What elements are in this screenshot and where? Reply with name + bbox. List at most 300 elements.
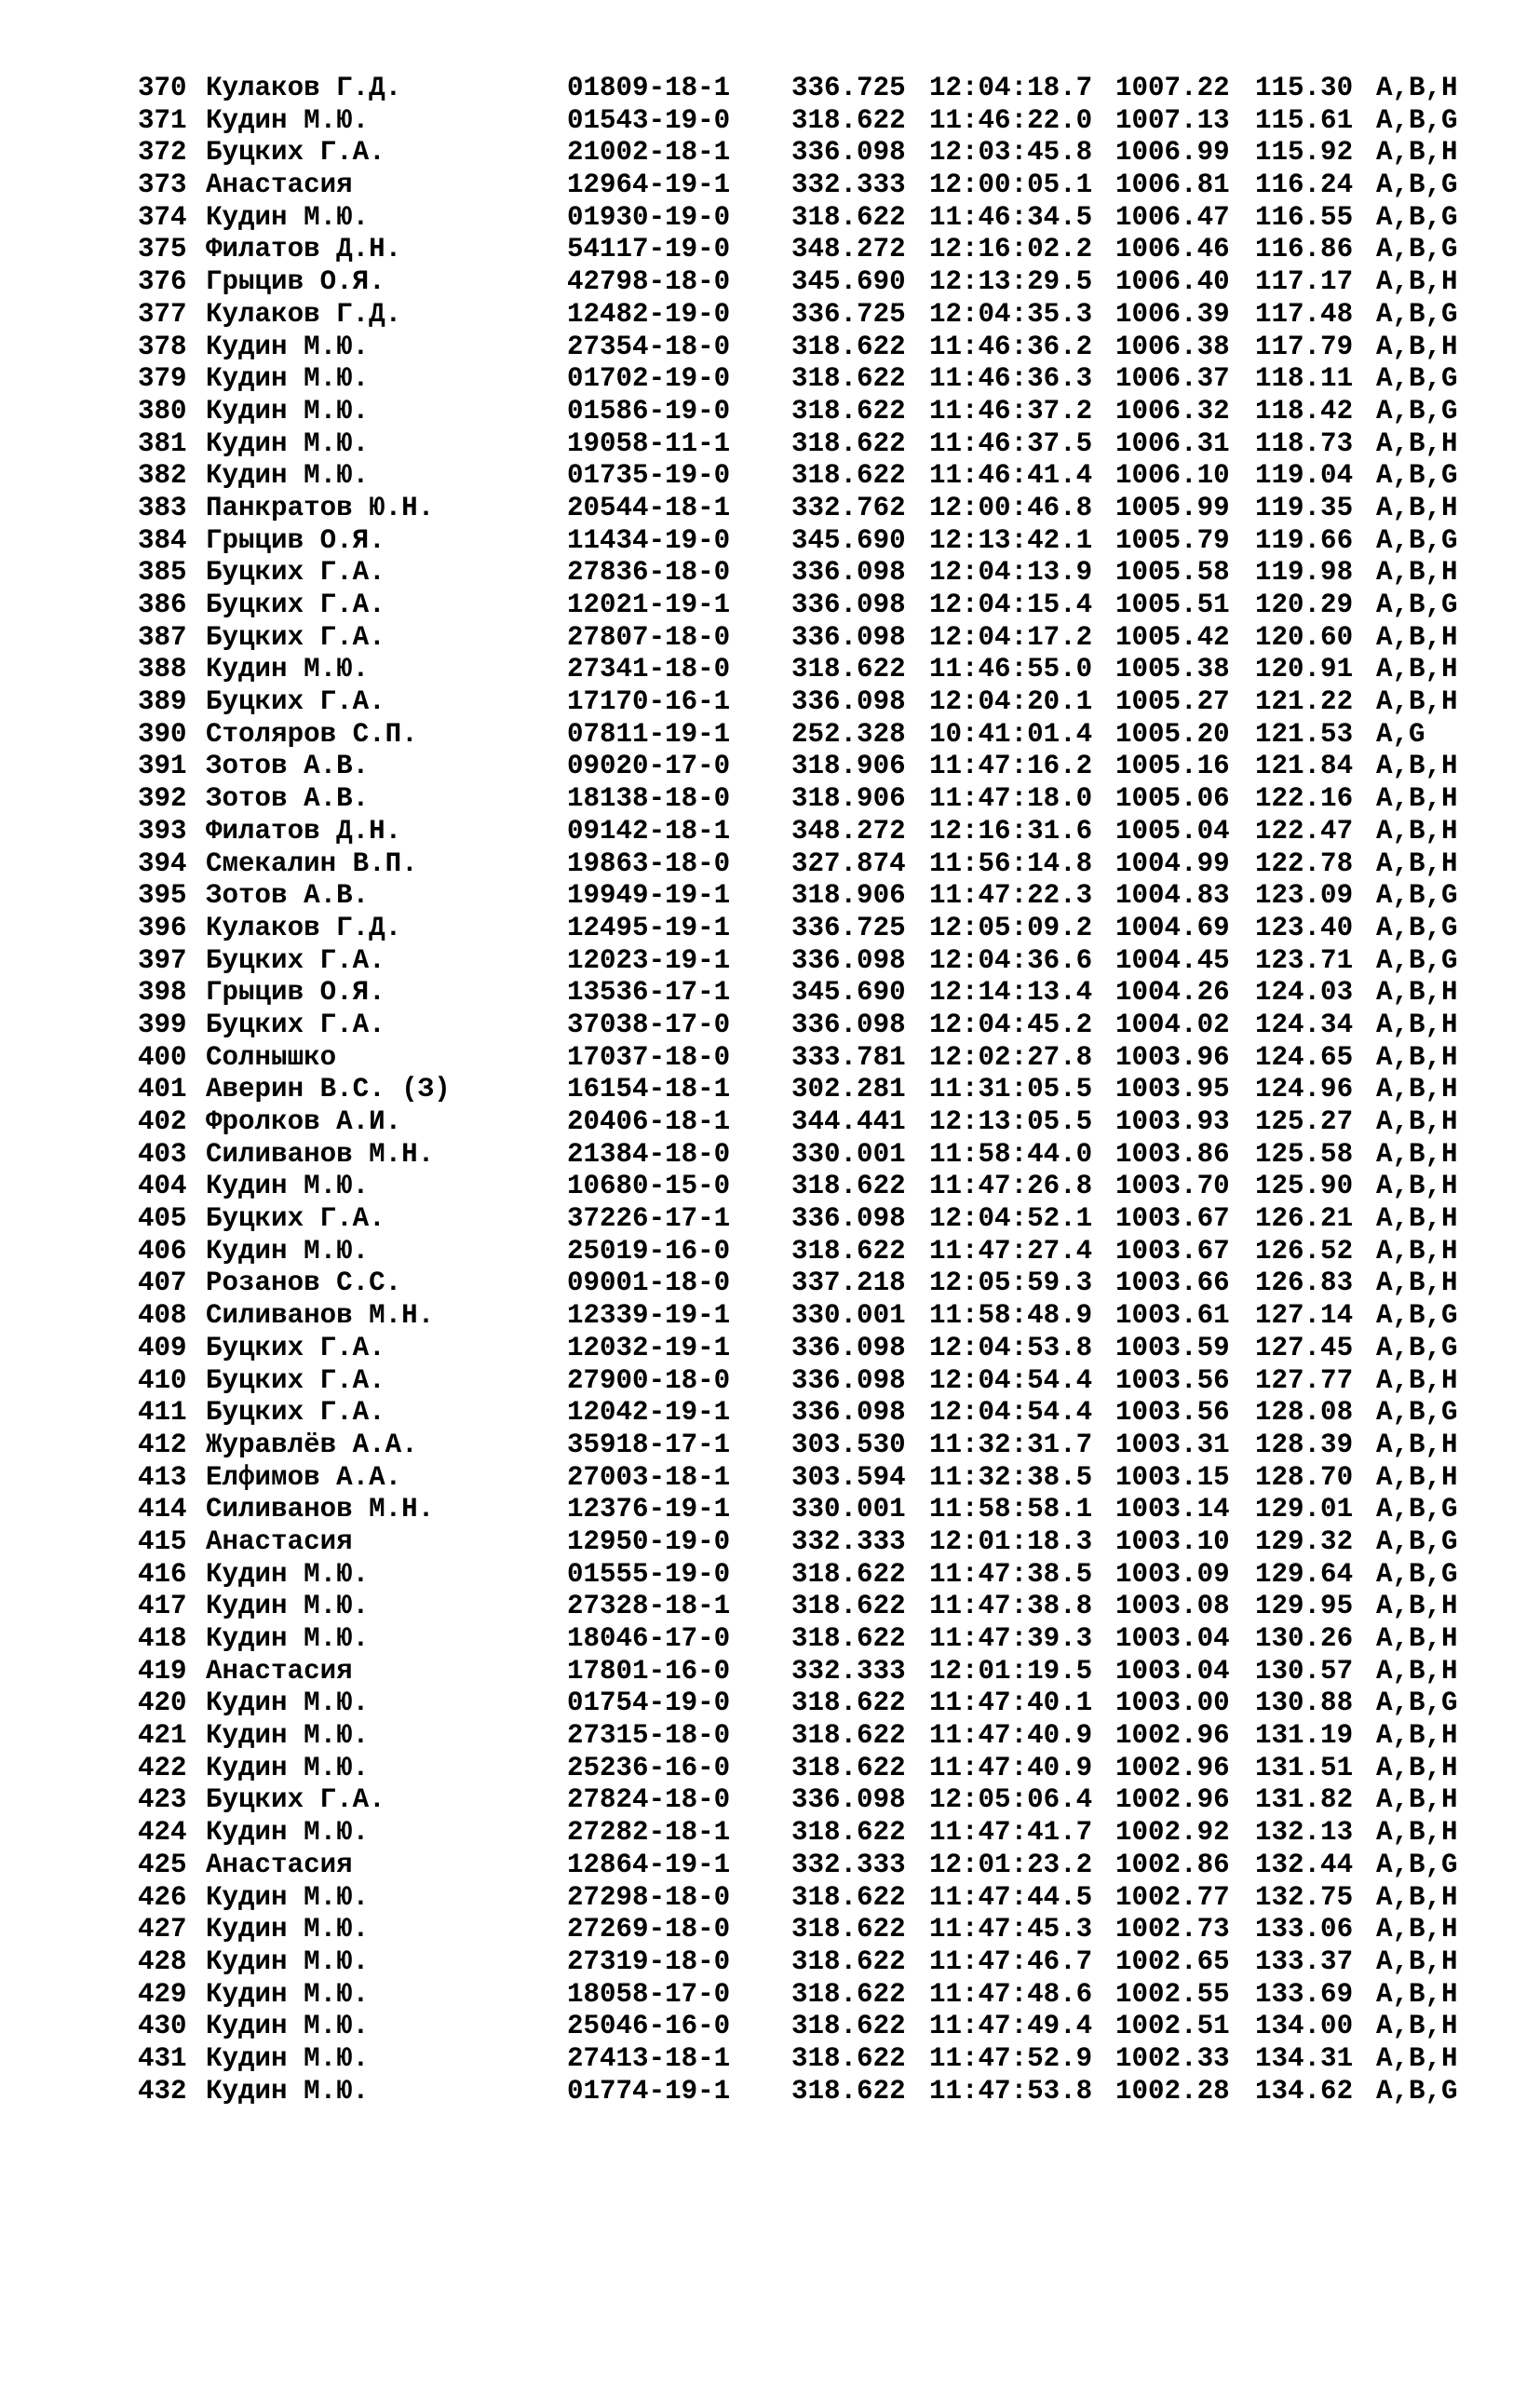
fancier-name: Буцких Г.А. (206, 1203, 385, 1235)
fancier-name: Кулаков Г.Д. (206, 73, 402, 103)
fancier-name: Силиванов М.Н. (206, 1138, 435, 1170)
speed: 1003.10 (1115, 1525, 1230, 1557)
points: 120.60 (1255, 621, 1354, 653)
categories: A,B,H (1376, 1138, 1458, 1170)
distance: 318.622 (791, 104, 906, 136)
categories: A,B,H (1376, 427, 1458, 459)
arrival-time: 11:58:48.9 (929, 1300, 1093, 1332)
categories: A,B,H (1376, 137, 1458, 169)
result-row (138, 590, 1458, 622)
categories: A,B,G (1376, 169, 1458, 201)
arrival-time: 12:04:17.2 (929, 621, 1093, 653)
points: 119.35 (1255, 492, 1354, 523)
speed: 1007.13 (1115, 104, 1230, 136)
fancier-name: Солнышко (206, 1041, 337, 1073)
speed: 1004.69 (1115, 912, 1230, 943)
rank: 398 (138, 977, 187, 1009)
speed: 1003.08 (1115, 1591, 1230, 1622)
points: 119.98 (1255, 557, 1354, 589)
points: 118.11 (1255, 363, 1354, 395)
fancier-name: Буцких Г.А. (206, 590, 385, 620)
ring-number: 18046-17-0 (567, 1623, 731, 1654)
points: 121.22 (1255, 686, 1354, 718)
categories: A,B,H (1376, 1171, 1458, 1202)
categories: A,B,H (1376, 815, 1458, 847)
categories: A,B,H (1376, 1041, 1458, 1073)
result-row (138, 686, 1458, 719)
rank: 376 (138, 266, 187, 298)
rank: 377 (138, 298, 187, 330)
rank: 390 (138, 718, 187, 750)
ring-number: 27836-18-0 (567, 557, 731, 589)
speed: 1002.86 (1115, 1849, 1230, 1880)
fancier-name: Буцких Г.А. (206, 686, 385, 718)
ring-number: 27298-18-0 (567, 1881, 731, 1913)
speed: 1006.99 (1115, 137, 1230, 169)
result-row (138, 1009, 1458, 1042)
categories: A,B,H (1376, 331, 1458, 362)
ring-number: 12964-19-1 (567, 169, 731, 201)
fancier-name: Зотов А.В. (206, 751, 370, 782)
ring-number: 18138-18-0 (567, 783, 731, 815)
ring-number: 17170-16-1 (567, 686, 731, 718)
result-row (138, 1623, 1458, 1656)
distance: 318.622 (791, 1720, 906, 1752)
result-row (138, 1494, 1458, 1526)
distance: 336.098 (791, 686, 906, 718)
points: 134.31 (1255, 2042, 1354, 2074)
categories: A,B,H (1376, 1720, 1458, 1752)
points: 124.96 (1255, 1074, 1354, 1105)
speed: 1005.51 (1115, 590, 1230, 620)
distance: 332.333 (791, 1525, 906, 1557)
rank: 432 (138, 2075, 187, 2107)
distance: 318.622 (791, 201, 906, 233)
fancier-name: Столяров С.П. (206, 718, 418, 750)
arrival-time: 12:14:13.4 (929, 977, 1093, 1009)
arrival-time: 12:04:18.7 (929, 73, 1093, 103)
fancier-name: Кудин М.Ю. (206, 1591, 370, 1622)
fancier-name: Буцких Г.А. (206, 1332, 385, 1363)
categories: A,B,H (1376, 1784, 1458, 1816)
result-row (138, 1817, 1458, 1850)
ring-number: 27328-18-1 (567, 1591, 731, 1622)
points: 129.64 (1255, 1558, 1354, 1590)
arrival-time: 11:46:34.5 (929, 201, 1093, 233)
rank: 380 (138, 395, 187, 427)
points: 133.69 (1255, 1978, 1354, 2010)
fancier-name: Журавлёв А.А. (206, 1429, 418, 1460)
points: 134.00 (1255, 2011, 1354, 2042)
arrival-time: 11:47:40.1 (929, 1687, 1093, 1719)
rank: 384 (138, 524, 187, 556)
ring-number: 54117-19-0 (567, 234, 731, 265)
rank: 388 (138, 654, 187, 685)
distance: 336.725 (791, 298, 906, 330)
result-row (138, 1300, 1458, 1333)
rank: 422 (138, 1752, 187, 1783)
rank: 379 (138, 363, 187, 395)
points: 127.77 (1255, 1364, 1354, 1396)
arrival-time: 11:47:26.8 (929, 1171, 1093, 1202)
fancier-name: Кудин М.Ю. (206, 2075, 370, 2107)
rank: 382 (138, 460, 187, 492)
distance: 303.530 (791, 1429, 906, 1460)
result-row (138, 460, 1458, 493)
result-row (138, 1203, 1458, 1236)
result-row (138, 1914, 1458, 1946)
ring-number: 16154-18-1 (567, 1074, 731, 1105)
points: 127.45 (1255, 1332, 1354, 1363)
arrival-time: 11:46:37.5 (929, 427, 1093, 459)
arrival-time: 10:41:01.4 (929, 718, 1093, 750)
categories: A,B,G (1376, 1687, 1458, 1719)
categories: A,B,G (1376, 1332, 1458, 1363)
speed: 1006.46 (1115, 234, 1230, 265)
fancier-name: Кудин М.Ю. (206, 1687, 370, 1719)
points: 132.44 (1255, 1849, 1354, 1880)
arrival-time: 11:56:14.8 (929, 847, 1093, 879)
rank: 386 (138, 590, 187, 620)
rank: 427 (138, 1914, 187, 1945)
categories: A,B,H (1376, 1655, 1458, 1687)
result-row (138, 1106, 1458, 1139)
fancier-name: Кудин М.Ю. (206, 1171, 370, 1202)
result-row (138, 234, 1458, 266)
categories: A,B,G (1376, 1525, 1458, 1557)
speed: 1005.06 (1115, 783, 1230, 815)
speed: 1006.31 (1115, 427, 1230, 459)
categories: A,B,H (1376, 557, 1458, 589)
speed: 1006.32 (1115, 395, 1230, 427)
speed: 1002.92 (1115, 1817, 1230, 1849)
rank: 385 (138, 557, 187, 589)
result-row (138, 621, 1458, 655)
fancier-name: Кудин М.Ю. (206, 460, 370, 492)
distance: 318.622 (791, 1171, 906, 1202)
rank: 378 (138, 331, 187, 362)
categories: A,B,H (1376, 1978, 1458, 2010)
fancier-name: Кудин М.Ю. (206, 2042, 370, 2074)
result-row (138, 1945, 1458, 1979)
fancier-name: Буцких Г.А. (206, 137, 385, 169)
points: 116.86 (1255, 234, 1354, 265)
speed: 1006.47 (1115, 201, 1230, 233)
ring-number: 09020-17-0 (567, 751, 731, 782)
distance: 318.622 (791, 460, 906, 492)
fancier-name: Кудин М.Ю. (206, 1881, 370, 1913)
distance: 332.762 (791, 492, 906, 523)
ring-number: 27354-18-0 (567, 331, 731, 362)
categories: A,B,H (1376, 847, 1458, 879)
fancier-name: Грыцив О.Я. (206, 524, 385, 556)
ring-number: 11434-19-0 (567, 524, 731, 556)
distance: 336.098 (791, 621, 906, 653)
points: 128.39 (1255, 1429, 1354, 1460)
result-row (138, 427, 1458, 461)
speed: 1006.10 (1115, 460, 1230, 492)
distance: 330.001 (791, 1138, 906, 1170)
result-row (138, 395, 1458, 428)
speed: 1006.39 (1115, 298, 1230, 330)
rank: 389 (138, 686, 187, 718)
ring-number: 27807-18-0 (567, 621, 731, 653)
result-row (138, 1849, 1458, 1882)
ring-number: 07811-19-1 (567, 718, 731, 750)
rank: 371 (138, 104, 187, 136)
rank: 387 (138, 621, 187, 653)
ring-number: 09001-18-0 (567, 1267, 731, 1299)
ring-number: 20544-18-1 (567, 492, 731, 523)
arrival-time: 11:47:49.4 (929, 2011, 1093, 2042)
speed: 1003.61 (1115, 1300, 1230, 1332)
distance: 318.622 (791, 2075, 906, 2107)
points: 120.29 (1255, 590, 1354, 620)
categories: A,B,H (1376, 2011, 1458, 2042)
points: 130.88 (1255, 1687, 1354, 1719)
rank: 426 (138, 1881, 187, 1913)
arrival-time: 11:47:22.3 (929, 880, 1093, 912)
fancier-name: Кудин М.Ю. (206, 1623, 370, 1654)
categories: A,B,H (1376, 1945, 1458, 1977)
distance: 318.622 (791, 1687, 906, 1719)
arrival-time: 11:46:22.0 (929, 104, 1093, 136)
speed: 1005.04 (1115, 815, 1230, 847)
points: 133.06 (1255, 1914, 1354, 1945)
distance: 318.622 (791, 1881, 906, 1913)
rank: 415 (138, 1525, 187, 1557)
points: 130.57 (1255, 1655, 1354, 1687)
points: 122.16 (1255, 783, 1354, 815)
points: 119.66 (1255, 524, 1354, 556)
result-row (138, 1332, 1458, 1365)
ring-number: 25019-16-0 (567, 1235, 731, 1267)
ring-number: 27413-18-1 (567, 2042, 731, 2074)
speed: 1003.04 (1115, 1623, 1230, 1654)
ring-number: 01702-19-0 (567, 363, 731, 395)
distance: 318.906 (791, 880, 906, 912)
categories: A,B,G (1376, 460, 1458, 492)
fancier-name: Кудин М.Ю. (206, 427, 370, 459)
rank: 383 (138, 492, 187, 523)
distance: 330.001 (791, 1494, 906, 1525)
speed: 1002.96 (1115, 1720, 1230, 1752)
arrival-time: 12:05:06.4 (929, 1784, 1093, 1816)
rank: 429 (138, 1978, 187, 2010)
rank: 374 (138, 201, 187, 233)
result-row (138, 1041, 1458, 1075)
fancier-name: Кудин М.Ю. (206, 1914, 370, 1945)
result-row (138, 266, 1458, 299)
categories: A,B,H (1376, 1752, 1458, 1783)
points: 125.58 (1255, 1138, 1354, 1170)
result-row (138, 1171, 1458, 1203)
result-row (138, 783, 1458, 816)
categories: A,B,H (1376, 686, 1458, 718)
categories: A,B,H (1376, 1429, 1458, 1460)
fancier-name: Елфимов А.А. (206, 1461, 402, 1493)
fancier-name: Фролков А.И. (206, 1106, 402, 1137)
ring-number: 37038-17-0 (567, 1009, 731, 1040)
points: 115.92 (1255, 137, 1354, 169)
distance: 318.622 (791, 1914, 906, 1945)
rank: 372 (138, 137, 187, 169)
points: 129.01 (1255, 1494, 1354, 1525)
arrival-time: 12:00:05.1 (929, 169, 1093, 201)
rank: 406 (138, 1235, 187, 1267)
categories: A,B,G (1376, 234, 1458, 265)
arrival-time: 11:47:53.8 (929, 2075, 1093, 2107)
arrival-time: 12:04:15.4 (929, 590, 1093, 620)
arrival-time: 11:58:58.1 (929, 1494, 1093, 1525)
points: 118.42 (1255, 395, 1354, 427)
result-row (138, 1752, 1458, 1785)
speed: 1003.67 (1115, 1203, 1230, 1235)
distance: 318.622 (791, 395, 906, 427)
rank: 392 (138, 783, 187, 815)
speed: 1003.95 (1115, 1074, 1230, 1105)
arrival-time: 12:16:31.6 (929, 815, 1093, 847)
rank: 411 (138, 1397, 187, 1429)
speed: 1004.99 (1115, 847, 1230, 879)
arrival-time: 12:04:13.9 (929, 557, 1093, 589)
rank: 395 (138, 880, 187, 912)
result-row (138, 137, 1458, 169)
arrival-time: 12:00:46.8 (929, 492, 1093, 523)
fancier-name: Буцких Г.А. (206, 944, 385, 976)
categories: A,B,G (1376, 395, 1458, 427)
rank: 413 (138, 1461, 187, 1493)
points: 125.27 (1255, 1106, 1354, 1137)
rank: 419 (138, 1655, 187, 1687)
points: 126.52 (1255, 1235, 1354, 1267)
result-row (138, 1655, 1458, 1688)
result-row (138, 912, 1458, 945)
distance: 318.622 (791, 427, 906, 459)
arrival-time: 11:47:39.3 (929, 1623, 1093, 1654)
speed: 1005.79 (1115, 524, 1230, 556)
ring-number: 27315-18-0 (567, 1720, 731, 1752)
speed: 1003.67 (1115, 1235, 1230, 1267)
fancier-name: Кудин М.Ю. (206, 1235, 370, 1267)
result-row (138, 2011, 1458, 2043)
distance: 345.690 (791, 266, 906, 298)
categories: A,B,H (1376, 1817, 1458, 1849)
speed: 1005.42 (1115, 621, 1230, 653)
ring-number: 21384-18-0 (567, 1138, 731, 1170)
ring-number: 01754-19-0 (567, 1687, 731, 1719)
distance: 318.622 (791, 1752, 906, 1783)
arrival-time: 11:47:38.5 (929, 1558, 1093, 1590)
result-row (138, 1978, 1458, 2012)
speed: 1002.55 (1115, 1978, 1230, 2010)
arrival-time: 11:47:40.9 (929, 1752, 1093, 1783)
ring-number: 01809-18-1 (567, 73, 731, 103)
speed: 1007.22 (1115, 73, 1230, 103)
distance: 330.001 (791, 1300, 906, 1332)
speed: 1005.27 (1115, 686, 1230, 718)
categories: A,B,G (1376, 880, 1458, 912)
fancier-name: Кудин М.Ю. (206, 331, 370, 362)
distance: 333.781 (791, 1041, 906, 1073)
categories: A,B,H (1376, 1106, 1458, 1137)
distance: 327.874 (791, 847, 906, 879)
results-list (138, 73, 1458, 2108)
rank: 423 (138, 1784, 187, 1816)
points: 130.26 (1255, 1623, 1354, 1654)
fancier-name: Зотов А.В. (206, 783, 370, 815)
ring-number: 12021-19-1 (567, 590, 731, 620)
distance: 345.690 (791, 977, 906, 1009)
arrival-time: 12:04:45.2 (929, 1009, 1093, 1040)
points: 123.71 (1255, 944, 1354, 976)
distance: 318.622 (791, 2011, 906, 2042)
rank: 404 (138, 1171, 187, 1202)
rank: 394 (138, 847, 187, 879)
fancier-name: Кудин М.Ю. (206, 654, 370, 685)
distance: 318.906 (791, 751, 906, 782)
categories: A,B,G (1376, 363, 1458, 395)
rank: 405 (138, 1203, 187, 1235)
fancier-name: Кудин М.Ю. (206, 363, 370, 395)
ring-number: 12042-19-1 (567, 1397, 731, 1429)
points: 127.14 (1255, 1300, 1354, 1332)
speed: 1006.37 (1115, 363, 1230, 395)
points: 119.04 (1255, 460, 1354, 492)
distance: 348.272 (791, 815, 906, 847)
categories: A,B,H (1376, 266, 1458, 298)
ring-number: 27003-18-1 (567, 1461, 731, 1493)
speed: 1005.20 (1115, 718, 1230, 750)
points: 115.61 (1255, 104, 1354, 136)
rank: 381 (138, 427, 187, 459)
categories: A,G (1376, 718, 1425, 750)
ring-number: 12376-19-1 (567, 1494, 731, 1525)
points: 124.34 (1255, 1009, 1354, 1040)
arrival-time: 12:01:23.2 (929, 1849, 1093, 1880)
ring-number: 12339-19-1 (567, 1300, 731, 1332)
result-row (138, 524, 1458, 558)
arrival-time: 11:47:18.0 (929, 783, 1093, 815)
categories: A,B,G (1376, 1300, 1458, 1332)
result-row (138, 1138, 1458, 1172)
result-row (138, 2075, 1458, 2108)
rank: 420 (138, 1687, 187, 1719)
fancier-name: Анастасия (206, 1849, 353, 1880)
fancier-name: Кулаков Г.Д. (206, 298, 402, 330)
ring-number: 01586-19-0 (567, 395, 731, 427)
ring-number: 27900-18-0 (567, 1364, 731, 1396)
categories: A,B,G (1376, 104, 1458, 136)
rank: 410 (138, 1364, 187, 1396)
fancier-name: Кудин М.Ю. (206, 395, 370, 427)
ring-number: 01774-19-1 (567, 2075, 731, 2107)
fancier-name: Кудин М.Ю. (206, 1817, 370, 1849)
fancier-name: Анастасия (206, 1525, 353, 1557)
categories: A,B,H (1376, 1623, 1458, 1654)
fancier-name: Кудин М.Ю. (206, 1720, 370, 1752)
result-row (138, 1687, 1458, 1720)
ring-number: 12495-19-1 (567, 912, 731, 943)
arrival-time: 11:47:40.9 (929, 1720, 1093, 1752)
result-row (138, 815, 1458, 848)
rank: 403 (138, 1138, 187, 1170)
arrival-time: 11:46:36.3 (929, 363, 1093, 395)
arrival-time: 11:46:36.2 (929, 331, 1093, 362)
speed: 1006.81 (1115, 169, 1230, 201)
fancier-name: Кудин М.Ю. (206, 1752, 370, 1783)
arrival-time: 12:04:54.4 (929, 1397, 1093, 1429)
